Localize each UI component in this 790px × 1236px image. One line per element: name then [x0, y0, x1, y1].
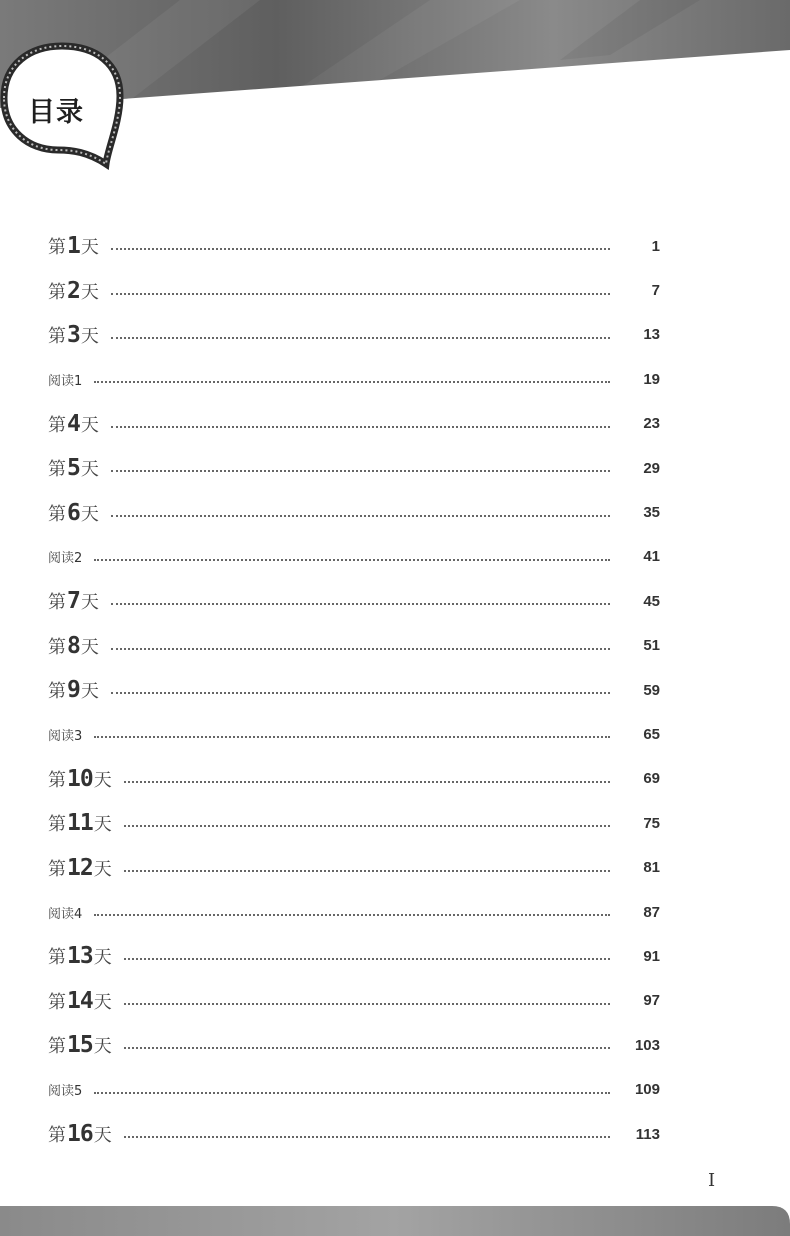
toc-entry-number: 1 — [67, 233, 80, 260]
toc-entry-page: 97 — [643, 992, 660, 1010]
toc-entry-number: 10 — [67, 765, 93, 792]
toc-entry-label — [48, 1032, 112, 1058]
toc-entry-page: 81 — [643, 859, 660, 877]
toc-entry-label — [48, 766, 112, 792]
dot-leader — [94, 559, 610, 561]
toc-entry-page: 35 — [643, 504, 660, 522]
toc-entry-day[interactable] — [48, 579, 660, 623]
toc-entry-prefix: 第 — [48, 325, 66, 347]
toc-entry-suffix: 天 — [93, 991, 112, 1013]
toc-entry-suffix: 天 — [80, 503, 99, 525]
toc-entry-day[interactable] — [48, 490, 660, 534]
toc-entry-number: 2 — [74, 551, 83, 567]
toc-entry-prefix: 阅读 — [48, 551, 75, 567]
dot-leader — [94, 381, 610, 383]
toc-entry-suffix: 天 — [93, 858, 112, 880]
toc-entry-page: 87 — [643, 903, 660, 921]
toc-entry-page: 13 — [643, 326, 660, 344]
toc-entry-page: 41 — [643, 548, 660, 566]
toc-entry-reading[interactable] — [48, 1067, 660, 1111]
toc-entry-page: 45 — [643, 592, 660, 610]
toc-entry-suffix: 天 — [80, 414, 99, 436]
toc-entry-label — [48, 322, 99, 348]
toc-entry-number: 3 — [67, 321, 80, 348]
dot-leader — [124, 781, 610, 783]
toc-entry-label — [48, 633, 99, 659]
toc-entry-day[interactable] — [48, 1112, 660, 1156]
toc-entry-suffix: 天 — [80, 325, 99, 347]
toc-entry-label — [48, 677, 99, 703]
toc-entry-page: 19 — [643, 370, 660, 388]
toc-entry-reading[interactable] — [48, 535, 660, 579]
toc-entry-page: 59 — [643, 681, 660, 699]
dot-leader — [124, 870, 610, 872]
toc-entry-suffix: 天 — [80, 681, 99, 703]
toc-entry-page: 91 — [643, 947, 660, 965]
toc-entry-prefix: 第 — [48, 1125, 66, 1146]
toc-entry-label — [48, 588, 99, 614]
toc-entry-number: 4 — [67, 410, 80, 437]
toc-entry-day[interactable] — [48, 313, 660, 357]
toc-entry-page: 113 — [635, 1125, 660, 1143]
toc-entry-day[interactable] — [48, 224, 660, 268]
toc-entry-day[interactable] — [48, 801, 660, 845]
toc-entry-prefix: 第 — [48, 459, 66, 481]
toc-entry-suffix: 天 — [80, 636, 99, 658]
toc-entry-number: 5 — [74, 1084, 83, 1100]
toc-entry-label — [48, 725, 82, 744]
toc-entry-prefix: 阅读 — [48, 906, 75, 922]
toc-entry-page: 51 — [643, 637, 660, 655]
toc-entry-suffix: 天 — [93, 1036, 112, 1058]
toc-entry-label — [48, 1080, 82, 1099]
toc-entry-number: 16 — [67, 1121, 93, 1147]
toc-entry-number: 9 — [67, 677, 80, 704]
dot-leader — [94, 1092, 610, 1094]
toc-entry-label — [48, 547, 82, 566]
toc-entry-label — [48, 500, 99, 526]
toc-entry-page: 7 — [651, 282, 660, 300]
toc-entry-label — [48, 810, 112, 836]
toc-entry-suffix: 天 — [80, 281, 99, 303]
toc-entry-page: 103 — [634, 1036, 660, 1054]
toc-entry-number: 7 — [67, 588, 80, 615]
toc-entry-prefix: 第 — [48, 769, 66, 791]
toc-entry-day[interactable] — [48, 402, 660, 446]
toc-entry-suffix: 天 — [80, 592, 99, 614]
toc-entry-prefix: 第 — [48, 237, 66, 259]
dot-leader — [111, 603, 610, 605]
toc-entry-number: 3 — [74, 728, 83, 744]
toc-entry-suffix: 天 — [80, 237, 99, 259]
toc-entry-day[interactable] — [48, 1023, 660, 1067]
toc-entry-number: 13 — [67, 943, 93, 970]
toc-entry-label — [48, 233, 99, 259]
toc-entry-prefix: 第 — [48, 1036, 66, 1058]
dot-leader — [124, 1003, 610, 1005]
toc-entry-label — [48, 411, 99, 437]
toc-entry-prefix: 第 — [48, 636, 66, 658]
toc-entry-number: 14 — [67, 987, 93, 1014]
dot-leader — [111, 692, 610, 694]
toc-entry-prefix: 第 — [48, 681, 66, 703]
toc-entry-suffix: 天 — [93, 814, 112, 836]
toc-entry-label — [48, 455, 99, 481]
toc-entry-prefix: 第 — [48, 503, 66, 525]
toc-entry-label — [48, 903, 82, 922]
toc-entry-day[interactable] — [48, 845, 660, 889]
toc-entry-prefix: 阅读 — [48, 373, 75, 389]
toc-entry-number: 12 — [67, 854, 93, 881]
toc-entry-day[interactable] — [48, 268, 660, 312]
dot-leader — [111, 515, 610, 517]
toc-entry-prefix: 第 — [48, 814, 66, 836]
toc-entry-prefix: 第 — [48, 414, 66, 436]
dot-leader — [111, 426, 610, 428]
toc-entry-prefix: 阅读 — [48, 728, 75, 744]
toc-entry-page: 1 — [651, 237, 660, 255]
toc-title: 目录 — [28, 97, 84, 128]
toc-entry-number: 6 — [67, 499, 80, 526]
dot-leader — [111, 648, 610, 650]
toc-entry-day[interactable] — [48, 624, 660, 668]
bottom-footer-band — [0, 1206, 790, 1236]
toc-entry-prefix: 第 — [48, 858, 66, 880]
toc-entry-prefix: 第 — [48, 991, 66, 1013]
toc-entry-day[interactable] — [48, 446, 660, 490]
toc-entry-page: 23 — [643, 415, 660, 433]
dot-leader — [111, 248, 610, 250]
toc-entry-number: 8 — [67, 632, 80, 659]
toc-entry-page: 65 — [643, 725, 660, 743]
table-of-contents — [48, 224, 660, 1156]
page-number: I — [708, 1170, 716, 1191]
toc-entry-prefix: 第 — [48, 281, 66, 303]
toc-entry-prefix: 第 — [48, 592, 66, 614]
toc-entry-day[interactable] — [48, 668, 660, 712]
dot-leader — [94, 914, 610, 916]
dot-leader — [111, 293, 610, 295]
toc-entry-prefix: 阅读 — [48, 1084, 75, 1100]
dot-leader — [124, 1136, 610, 1138]
dot-leader — [111, 337, 610, 339]
dot-leader — [124, 1047, 610, 1049]
toc-entry-suffix: 天 — [93, 769, 112, 791]
toc-entry-number: 5 — [67, 455, 80, 482]
toc-entry-number: 2 — [67, 277, 80, 304]
toc-entry-label — [48, 988, 112, 1014]
toc-entry-day[interactable] — [48, 979, 660, 1023]
toc-entry-label — [48, 855, 112, 881]
toc-entry-label — [48, 278, 99, 304]
toc-entry-reading[interactable] — [48, 712, 660, 756]
toc-entry-number: 4 — [74, 906, 83, 922]
toc-entry-prefix: 第 — [48, 947, 66, 969]
dot-leader — [124, 958, 610, 960]
dot-leader — [94, 736, 610, 738]
toc-entry-label — [48, 943, 112, 969]
toc-entry-number: 15 — [67, 1032, 93, 1059]
toc-entry-page: 29 — [643, 459, 660, 477]
toc-entry-suffix: 天 — [93, 1125, 112, 1146]
dot-leader — [111, 470, 610, 472]
toc-entry-page: 75 — [643, 814, 660, 832]
toc-entry-number: 1 — [74, 373, 83, 389]
toc-entry-reading[interactable] — [48, 357, 660, 401]
toc-entry-day[interactable] — [48, 757, 660, 801]
toc-entry-page: 69 — [643, 770, 660, 788]
toc-entry-label — [48, 370, 82, 389]
toc-entry-label — [48, 1121, 112, 1147]
toc-entry-suffix: 天 — [93, 947, 112, 969]
toc-entry-day[interactable] — [48, 934, 660, 978]
toc-entry-reading[interactable] — [48, 890, 660, 934]
toc-entry-number: 11 — [67, 810, 93, 837]
toc-entry-page: 109 — [634, 1081, 660, 1099]
dot-leader — [124, 825, 610, 827]
toc-entry-suffix: 天 — [80, 459, 99, 481]
